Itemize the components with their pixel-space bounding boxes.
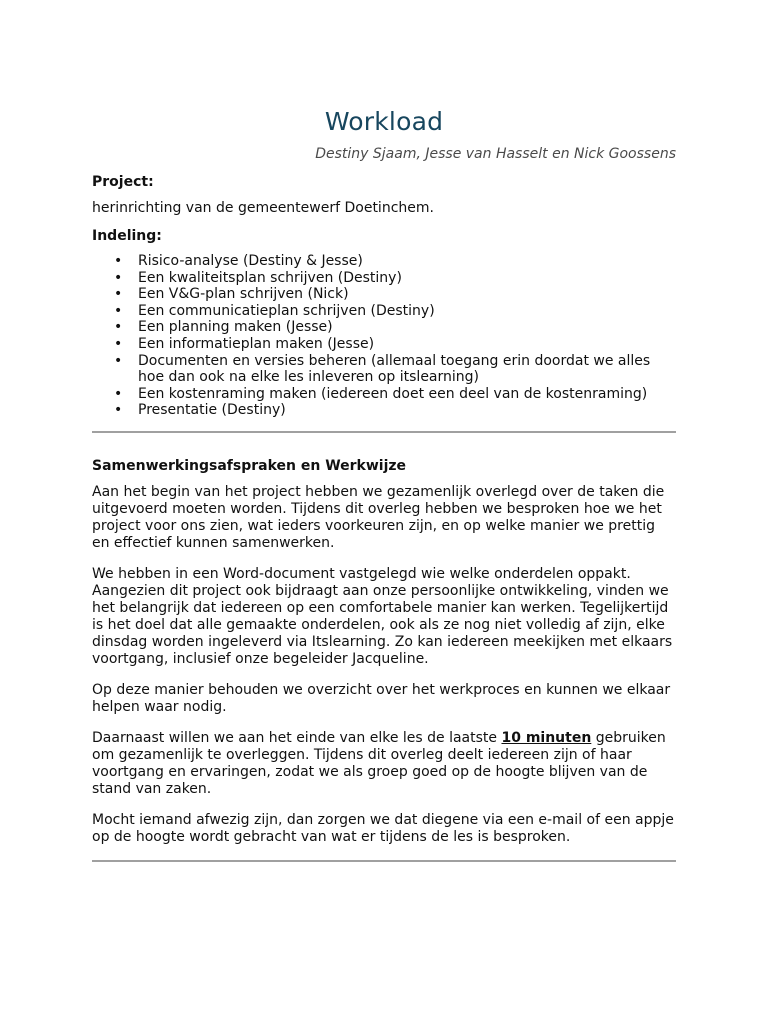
list-item (92, 336, 676, 353)
bullet-icon: • (114, 385, 123, 402)
paragraph-4-emphasis: 10 minuten (501, 729, 592, 746)
bullet-icon: • (114, 335, 123, 352)
bottom-divider (92, 860, 676, 862)
paragraph-4-before: Daarnaast willen we aan het einde van elke les de laatste (92, 729, 502, 746)
list-item-text: Documenten en versies beheren (allemaal toegang erin doordat we alles hoe dan ook na elke les inleveren op itslearning) (138, 352, 651, 386)
list-item-text: Een planning maken (Jesse) (138, 319, 333, 336)
paragraph-4 (92, 730, 676, 798)
list-item (92, 353, 676, 386)
paragraph-3: Op deze manier behouden we overzicht over het werkproces en kunnen we elkaar helpen waar nodig. (92, 681, 671, 715)
bullet-icon: • (114, 402, 123, 419)
list-item-text: Een communicatieplan schrijven (Destiny) (138, 302, 435, 319)
list-item-text: Een V&G-plan schrijven (Nick) (138, 286, 349, 303)
indeling-label: Indeling: (92, 228, 162, 244)
document-authors: Destiny Sjaam, Jesse van Hasselt en Nick Goossens (315, 146, 676, 162)
list-item (92, 386, 676, 403)
list-item-text: Risico-analyse (Destiny & Jesse) (138, 253, 363, 269)
project-text: herinrichting van de gemeentewerf Doetinchem. (92, 200, 434, 216)
section-divider (92, 431, 676, 433)
list-item-text: Presentatie (Destiny) (138, 402, 286, 419)
list-item-text: Een kwaliteitsplan schrijven (Destiny) (138, 269, 402, 286)
bullet-icon: • (114, 319, 123, 336)
list-item (92, 303, 676, 320)
list-item (92, 286, 676, 303)
project-label: Project: (92, 174, 154, 190)
list-item (92, 253, 676, 270)
list-item-text: Een kostenraming maken (iedereen doet een deel van de kostenraming) (138, 385, 648, 402)
document-title: Workload (324, 107, 444, 136)
list-item (92, 319, 676, 336)
bullet-icon: • (114, 253, 123, 269)
paragraph-1: Aan het begin van het project hebben we gezamenlijk overlegd over de taken die uitgevoerd moeten worden. Tijdens dit overleg hebben we besproken hoe we het project voor ons zien, wat ieders voorkeuren zijn, en op welke manier we prettig en effectief kunnen samenwerken. (92, 483, 665, 551)
indeling-list (92, 253, 676, 419)
list-item (92, 402, 676, 419)
paragraph-4-after: gebruiken om gezamenlijk te overleggen. Tijdens dit overleg deelt iedereen zijn of haar voortgang en ervaringen, zodat we als groep goed op de hoogte blijven van de stand van zaken. (92, 729, 666, 797)
bullet-icon: • (114, 269, 123, 286)
list-item (92, 270, 676, 287)
bullet-icon: • (114, 286, 123, 303)
section-heading: Samenwerkingsafspraken en Werkwijze (92, 457, 407, 474)
bullet-icon: • (114, 352, 123, 369)
list-item-text: Een informatieplan maken (Jesse) (138, 335, 375, 352)
paragraph-2: We hebben in een Word-document vastgelegd wie welke onderdelen oppakt. Aangezien dit project ook bijdraagt aan onze persoonlijke ontwikkeling, vinden we het belangrijk dat iedereen op een comfortabele manier kan werken. Tegelijkertijd is het doel dat alle gemaakte onderdelen, ook als ze nog niet volledig af zijn, elke dinsdag worden ingeleverd via Itslearning. Zo kan iedereen meekijken met elkaars voortgang, inclusief onze begeleider Jacqueline. (92, 565, 673, 667)
bullet-icon: • (114, 302, 123, 319)
paragraph-5: Mocht iemand afwezig zijn, dan zorgen we dat diegene via een e-mail of een appje op de hoogte wordt gebracht van wat er tijdens de les is besproken. (92, 811, 674, 845)
